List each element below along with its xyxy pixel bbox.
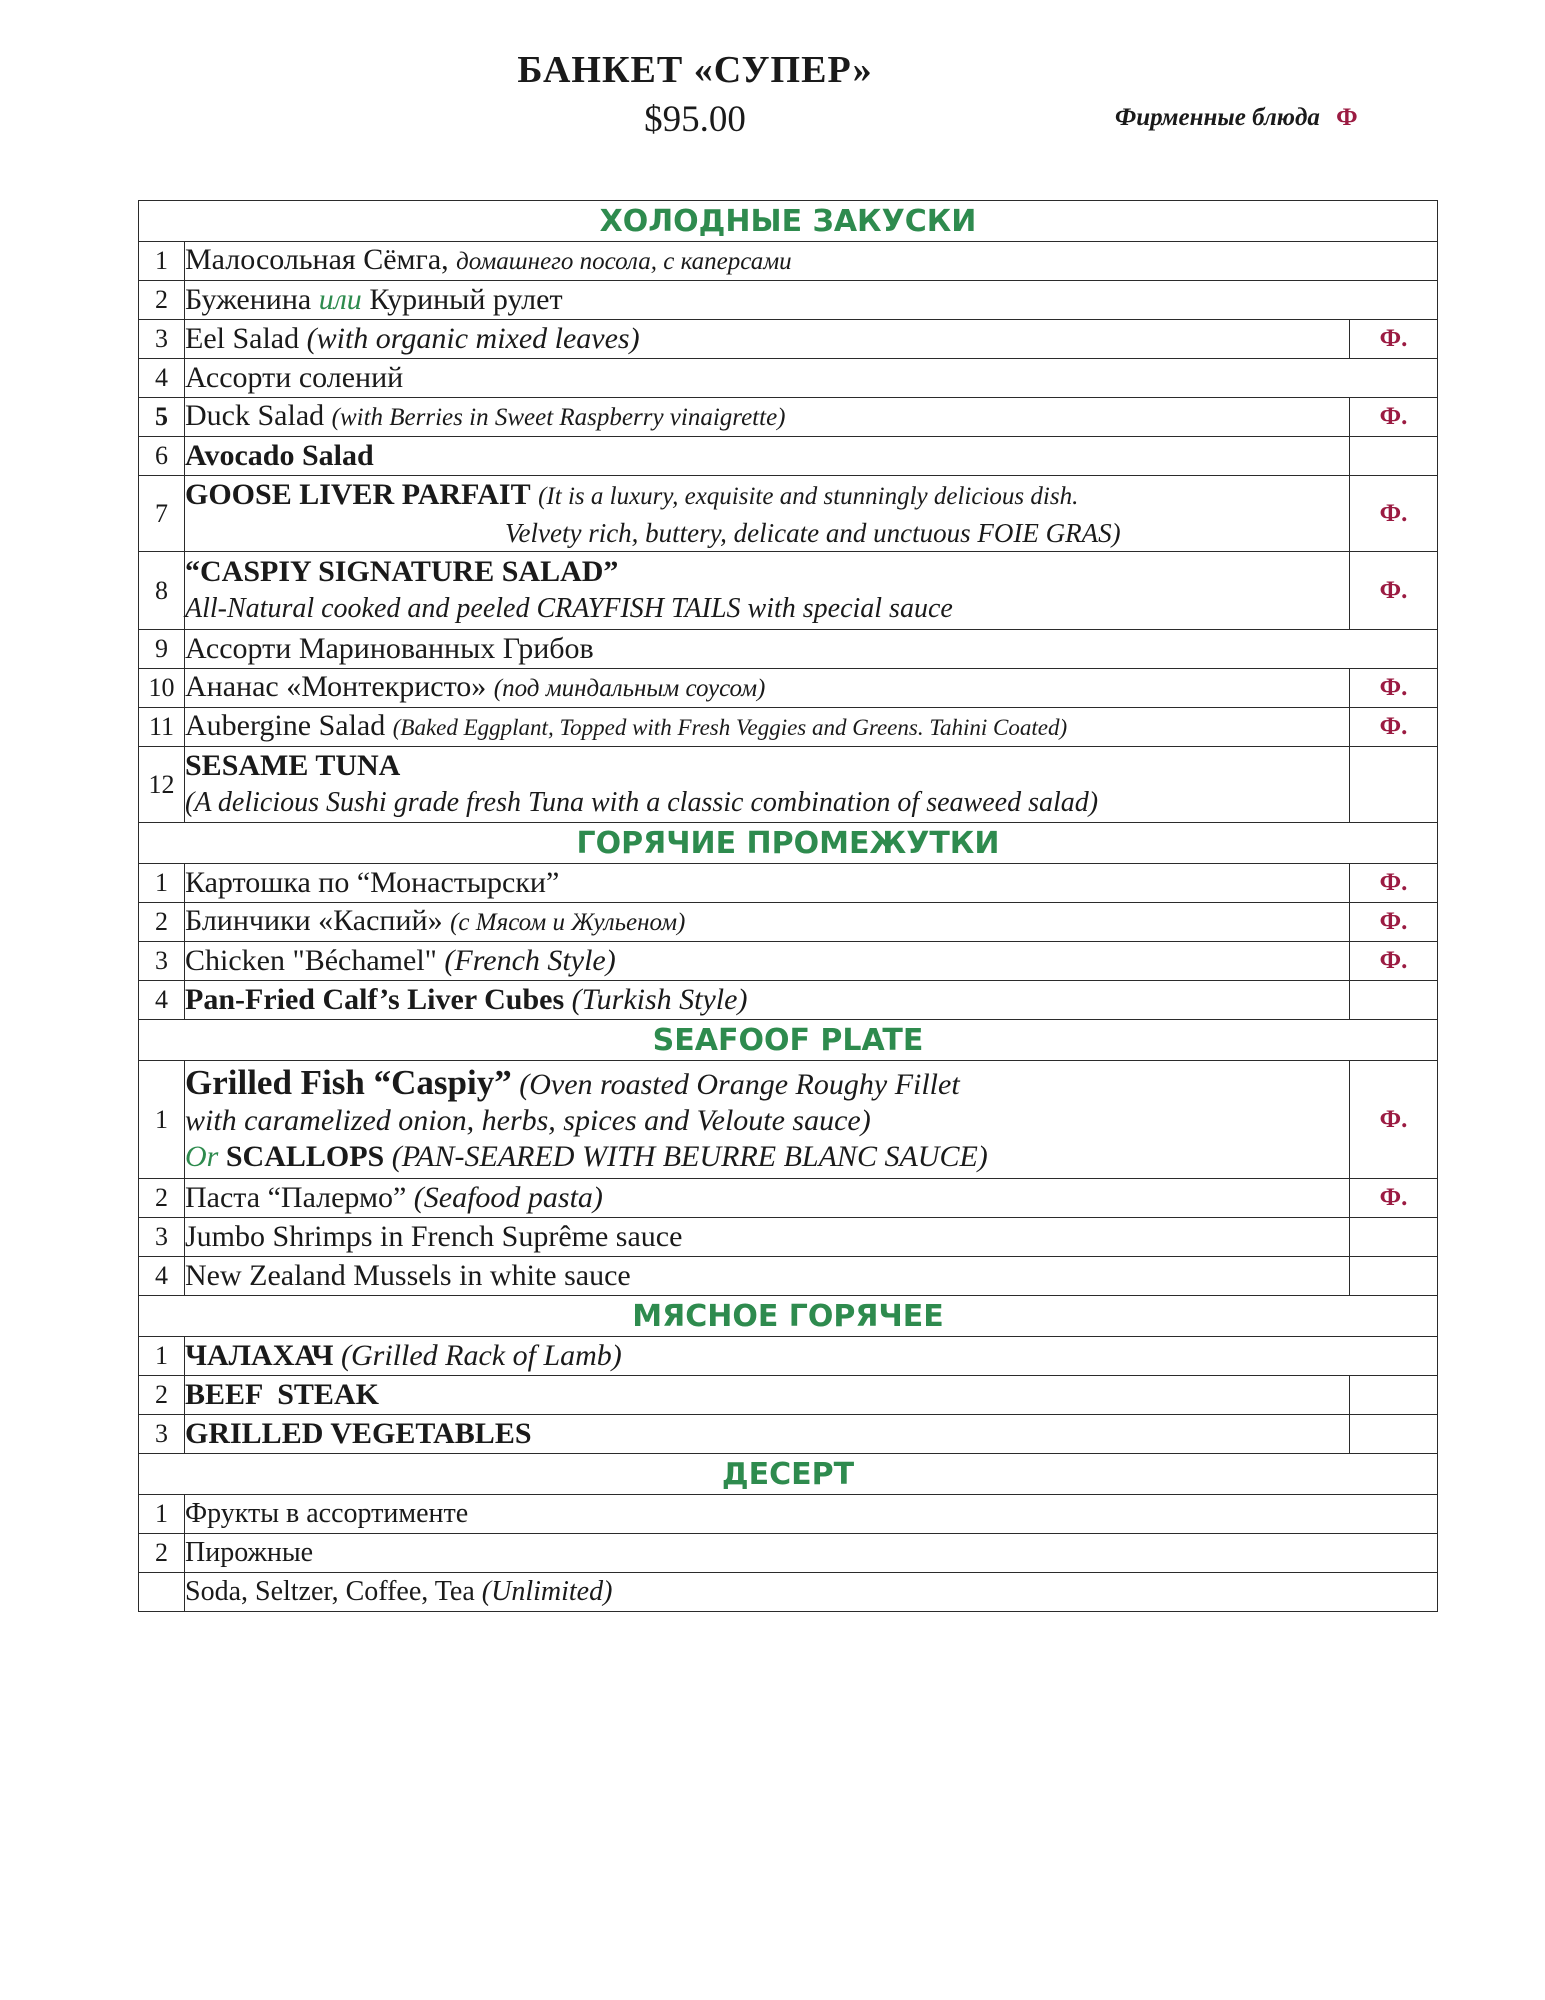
empty-mark-cell (1349, 1257, 1437, 1296)
menu-item: Пирожные (185, 1534, 1438, 1573)
row-number: 9 (139, 630, 185, 669)
menu-row (139, 320, 1438, 359)
menu-row (139, 1376, 1438, 1415)
menu-row (139, 942, 1438, 981)
menu-row (139, 281, 1438, 320)
menu-row (139, 708, 1438, 747)
menu-item: ЧАЛАХАЧ (Grilled Rack of Lamb) (185, 1337, 1438, 1376)
empty-mark-cell (1349, 1415, 1437, 1454)
menu-row (139, 864, 1438, 903)
menu-row (139, 1218, 1438, 1257)
menu-row (139, 903, 1438, 942)
menu-item: Eel Salad (with organic mixed leaves) (185, 320, 1350, 359)
signature-mark: Ф. (1349, 398, 1437, 437)
row-number: 1 (139, 1495, 185, 1534)
row-number: 3 (139, 320, 185, 359)
menu-item: Soda, Seltzer, Coffee, Tea (Unlimited) (185, 1573, 1438, 1612)
menu-item: Avocado Salad (185, 437, 1350, 476)
menu-row (139, 1573, 1438, 1612)
row-number: 4 (139, 1257, 185, 1296)
signature-mark: Ф. (1349, 1061, 1437, 1179)
section-dessert: ДЕСЕРТ (139, 1454, 1438, 1495)
menu-item: Ассорти солений (185, 359, 1438, 398)
menu-item: Буженина или Куриный рулет (185, 281, 1438, 320)
signature-label: Фирменные блюда (1115, 104, 1320, 131)
signature-mark: Ф. (1349, 669, 1437, 708)
row-number: 4 (139, 359, 185, 398)
menu-item: GRILLED VEGETABLES (185, 1415, 1350, 1454)
menu-item: Ананас «Монтекристо» (под миндальным соусом) (185, 669, 1350, 708)
row-number: 1 (139, 1061, 185, 1179)
menu-item: “CASPIY SIGNATURE SALAD” All-Natural cooked and peeled CRAYFISH TAILS with special sauce (185, 552, 1350, 630)
menu-item: Aubergine Salad (Baked Eggplant, Topped with Fresh Veggies and Greens. Tahini Coated) (185, 708, 1350, 747)
menu-row (139, 1061, 1438, 1179)
menu-row (139, 669, 1438, 708)
row-number: 5 (139, 398, 185, 437)
signature-mark: Ф. (1349, 708, 1437, 747)
signature-mark: Ф. (1349, 476, 1437, 552)
row-number: 2 (139, 1179, 185, 1218)
signature-mark: Ф. (1349, 552, 1437, 630)
menu-row (139, 747, 1438, 823)
menu-row (139, 1179, 1438, 1218)
signature-legend-mark: Ф (1336, 104, 1358, 131)
menu-item: Grilled Fish “Caspiy” (Oven roasted Orange Roughy Fillet with caramelized onion, herbs, spices and Veloute sauce) Or SCALLOPS (PAN-SEARED WITH BEURRE BLANC SAUCE) (185, 1061, 1350, 1179)
empty-mark-cell (1349, 437, 1437, 476)
signature-legend (1115, 104, 1358, 132)
menu-row (139, 1415, 1438, 1454)
row-number: 6 (139, 437, 185, 476)
empty-mark-cell (1349, 981, 1437, 1020)
menu-item: Паста “Палермо” (Seafood pasta) (185, 1179, 1350, 1218)
menu-row (139, 1257, 1438, 1296)
section-seafood-plate: SEAFOOF PLATE (139, 1020, 1438, 1061)
row-number: 3 (139, 1415, 185, 1454)
menu-row (139, 630, 1438, 669)
menu-row (139, 1534, 1438, 1573)
row-number: 8 (139, 552, 185, 630)
menu-item: SESAME TUNA (A delicious Sushi grade fresh Tuna with a classic combination of seaweed salad) (185, 747, 1350, 823)
menu-item: Jumbo Shrimps in French Suprême sauce (185, 1218, 1350, 1257)
row-number: 3 (139, 942, 185, 981)
menu-row (139, 552, 1438, 630)
signature-mark: Ф. (1349, 903, 1437, 942)
row-number: 4 (139, 981, 185, 1020)
menu-item: GOOSE LIVER PARFAIT (It is a luxury, exquisite and stunningly delicious dish. Velvety rich, buttery, delicate and unctuous FOIE GRAS) (185, 476, 1350, 552)
menu-row (139, 1337, 1438, 1376)
row-number: 1 (139, 242, 185, 281)
menu-row (139, 476, 1438, 552)
menu-item: Ассорти Маринованных Грибов (185, 630, 1438, 669)
signature-mark: Ф. (1349, 1179, 1437, 1218)
menu-row (139, 1495, 1438, 1534)
signature-mark: Ф. (1349, 320, 1437, 359)
menu-row (139, 359, 1438, 398)
signature-mark: Ф. (1349, 942, 1437, 981)
row-number: 1 (139, 864, 185, 903)
row-number: 7 (139, 476, 185, 552)
row-number: 2 (139, 281, 185, 320)
menu-item: Pan-Fried Calf’s Liver Cubes (Turkish Style) (185, 981, 1350, 1020)
banquet-menu-table (138, 200, 1438, 1612)
empty-mark-cell (1349, 747, 1437, 823)
row-number: 12 (139, 747, 185, 823)
section-hot-meat: МЯСНОЕ ГОРЯЧЕЕ (139, 1296, 1438, 1337)
signature-mark: Ф. (1349, 864, 1437, 903)
menu-item: Chicken "Béchamel" (French Style) (185, 942, 1350, 981)
row-number: 2 (139, 1376, 185, 1415)
menu-item: New Zealand Mussels in white sauce (185, 1257, 1350, 1296)
row-number (139, 1573, 185, 1612)
row-number: 2 (139, 903, 185, 942)
menu-row (139, 981, 1438, 1020)
empty-mark-cell (1349, 1376, 1437, 1415)
menu-item: Фрукты в ассортименте (185, 1495, 1438, 1534)
menu-row (139, 437, 1438, 476)
section-cold-appetizers: ХОЛОДНЫЕ ЗАКУСКИ (139, 201, 1438, 242)
menu-item: Duck Salad (with Berries in Sweet Raspberry vinaigrette) (185, 398, 1350, 437)
empty-mark-cell (1349, 1218, 1437, 1257)
menu-item: Картошка по “Монастырски” (185, 864, 1350, 903)
menu-title: БАНКЕТ «СУПЕР» (517, 49, 873, 91)
row-number: 10 (139, 669, 185, 708)
menu-row (139, 242, 1438, 281)
section-hot-starters: ГОРЯЧИЕ ПРОМЕЖУТКИ (139, 823, 1438, 864)
row-number: 3 (139, 1218, 185, 1257)
menu-item: Блинчики «Каспий» (с Мясом и Жульеном) (185, 903, 1350, 942)
row-number: 1 (139, 1337, 185, 1376)
row-number: 2 (139, 1534, 185, 1573)
row-number: 11 (139, 708, 185, 747)
menu-item: BEEF STEAK (185, 1376, 1350, 1415)
menu-price: $95.00 (644, 99, 746, 140)
menu-row (139, 398, 1438, 437)
menu-item: Малосольная Сёмга, домашнего посола, с каперсами (185, 242, 1438, 281)
